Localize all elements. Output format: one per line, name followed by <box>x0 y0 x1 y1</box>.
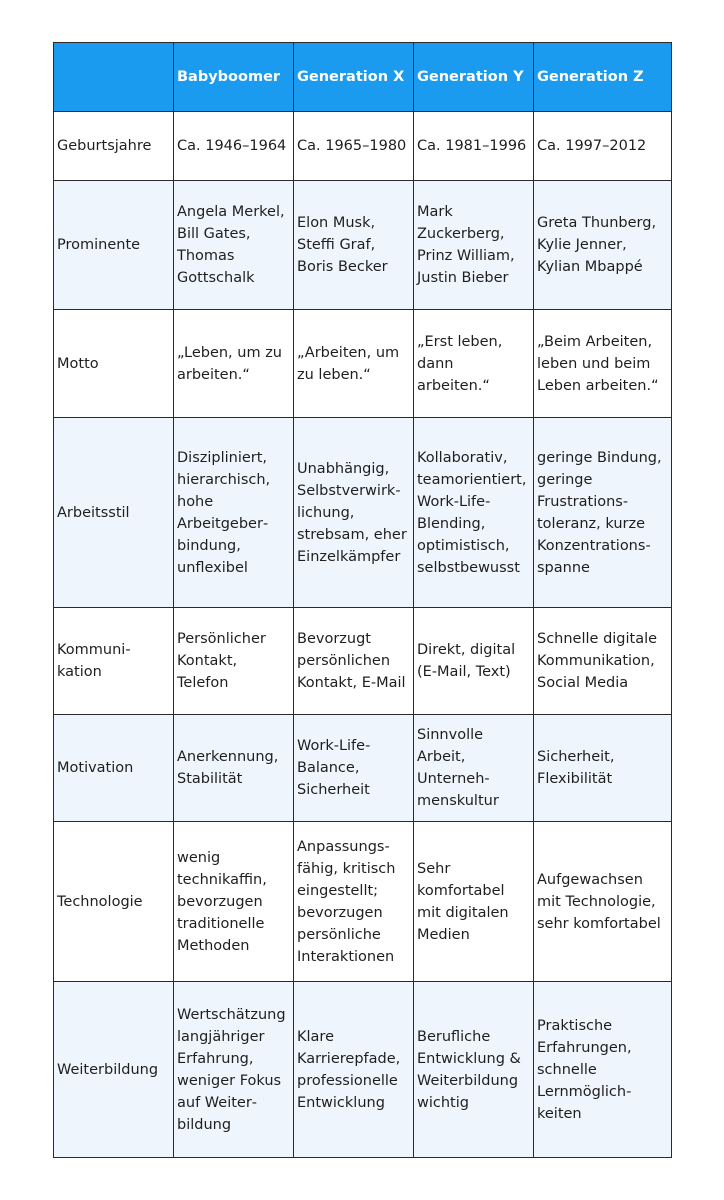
table-cell: Angela Merkel, Bill Gates, Thomas Gottschalk <box>174 181 294 310</box>
row-motto <box>54 310 672 418</box>
table-cell: Sicherheit, Flexibilität <box>534 715 672 822</box>
table-cell: Wertschätzung langjähriger Erfahrung, weniger Fokus auf Weiterbildung <box>174 982 294 1158</box>
table-cell: Praktische Erfahrungen, schnelle Lernmöglichkeiten <box>534 982 672 1158</box>
table-cell: Sehr komfortabel mit digitalen Medien <box>414 822 534 982</box>
header-row <box>54 43 672 112</box>
table-cell: Diszipliniert, hierarchisch, hohe Arbeitgeberbindung, unflexibel <box>174 418 294 608</box>
header-generation-x: Generation X <box>294 43 414 112</box>
generations-table <box>53 42 672 1158</box>
table-cell: Ca. 1997–2012 <box>534 112 672 181</box>
row-label: Geburtsjahre <box>54 112 174 181</box>
table-cell: Aufgewachsen mit Technologie, sehr komfortabel <box>534 822 672 982</box>
table-cell: „Arbeiten, um zu leben.“ <box>294 310 414 418</box>
header-empty <box>54 43 174 112</box>
table-cell: Klare Karrierepfade, professionelle Entwicklung <box>294 982 414 1158</box>
row-kommunikation <box>54 608 672 715</box>
row-label: Motto <box>54 310 174 418</box>
row-geburtsjahre <box>54 112 672 181</box>
table-cell: Greta Thunberg, Kylie Jenner, Kylian Mbappé <box>534 181 672 310</box>
table-cell: Berufliche Entwicklung & Weiterbildung wichtig <box>414 982 534 1158</box>
table-cell: wenig technikaffin, bevorzugen traditionelle Methoden <box>174 822 294 982</box>
row-label: Kommunikation <box>54 608 174 715</box>
row-prominente <box>54 181 672 310</box>
table-cell: Kollaborativ, teamorientiert, Work-Life-Blending, optimistisch, selbstbewusst <box>414 418 534 608</box>
table-cell: „Erst leben, dann arbeiten.“ <box>414 310 534 418</box>
table-cell: Ca. 1946–1964 <box>174 112 294 181</box>
row-label: Technologie <box>54 822 174 982</box>
row-technologie <box>54 822 672 982</box>
table-cell: Unabhängig, Selbstverwirklichung, strebsam, eher Einzelkämpfer <box>294 418 414 608</box>
table-cell: Ca. 1965–1980 <box>294 112 414 181</box>
header-generation-y: Generation Y <box>414 43 534 112</box>
row-label: Motivation <box>54 715 174 822</box>
table-cell: Elon Musk, Steffi Graf, Boris Becker <box>294 181 414 310</box>
table-cell: Work-Life-Balance, Sicherheit <box>294 715 414 822</box>
table-cell: Ca. 1981–1996 <box>414 112 534 181</box>
header-babyboomer: Babyboomer <box>174 43 294 112</box>
row-label: Arbeitsstil <box>54 418 174 608</box>
table-cell: „Beim Arbeiten, leben und beim Leben arbeiten.“ <box>534 310 672 418</box>
table-cell: Sinnvolle Arbeit, Unternehmenskultur <box>414 715 534 822</box>
table-cell: „Leben, um zu arbeiten.“ <box>174 310 294 418</box>
row-weiterbildung <box>54 982 672 1158</box>
table-cell: Direkt, digital (E-Mail, Text) <box>414 608 534 715</box>
row-arbeitsstil <box>54 418 672 608</box>
header-generation-z: Generation Z <box>534 43 672 112</box>
row-motivation <box>54 715 672 822</box>
table-cell: geringe Bindung, geringe Frustrationstoleranz, kurze Konzentrationsspanne <box>534 418 672 608</box>
table-cell: Mark Zuckerberg, Prinz William, Justin Bieber <box>414 181 534 310</box>
row-label: Weiterbildung <box>54 982 174 1158</box>
table-cell: Schnelle digitale Kommunikation, Social Media <box>534 608 672 715</box>
table-cell: Bevorzugt persönlichen Kontakt, E-Mail <box>294 608 414 715</box>
table-cell: Persönlicher Kontakt, Telefon <box>174 608 294 715</box>
row-label: Prominente <box>54 181 174 310</box>
table-cell: Anerkennung, Stabilität <box>174 715 294 822</box>
table-cell: Anpassungsfähig, kritisch eingestellt; bevorzugen persönliche Interaktionen <box>294 822 414 982</box>
